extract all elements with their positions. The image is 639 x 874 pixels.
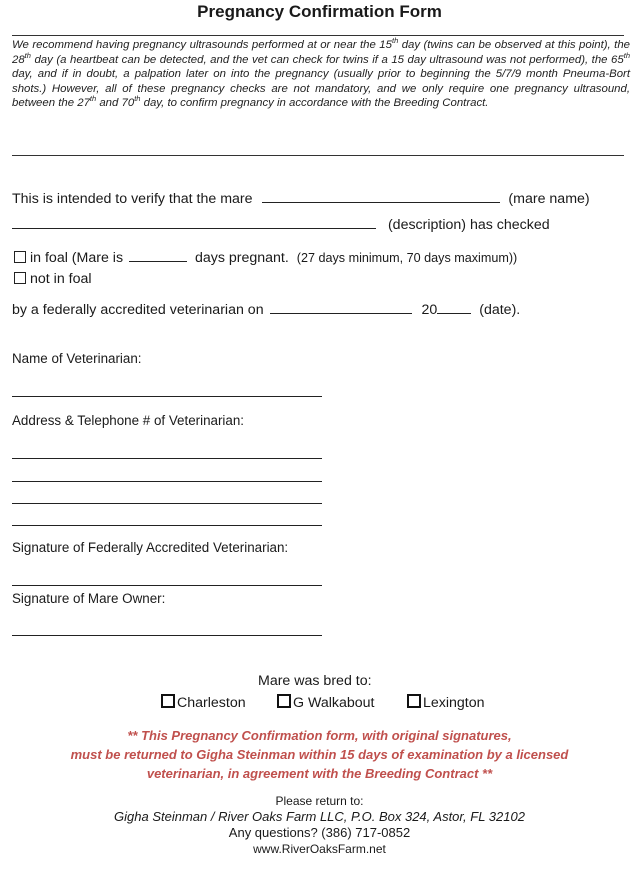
charleston-label: Charleston xyxy=(177,695,246,711)
in-foal-line xyxy=(14,250,517,266)
vet-date-line xyxy=(12,302,520,318)
intro-divider xyxy=(12,155,624,156)
mare-name-field[interactable] xyxy=(262,201,500,203)
vet-name-field[interactable] xyxy=(12,396,322,397)
description-line xyxy=(12,217,550,233)
g-walkabout-label: G Walkabout xyxy=(293,695,375,711)
in-foal-checkbox[interactable] xyxy=(14,251,26,263)
days-field[interactable] xyxy=(129,260,187,262)
year-field[interactable] xyxy=(437,312,471,314)
vet-address-field-2[interactable] xyxy=(12,481,322,482)
stallion-option-lexington[interactable] xyxy=(407,694,485,711)
vet-address-label: Address & Telephone # of Veterinarian: xyxy=(12,413,245,428)
intro-paragraph: We recommend having pregnancy ultrasounds performed at or near the 15th day (twins can be observed at this point), the 28th day (a heartbeat can be detected, and the vet can check for twins if a 15 day ultrasound was not performed), the 65th day, and if in doubt, a palpation later on into the pregnancy (usually prior to beginning the 5/7/9 month Pneuma-Bort shots.) However, all of these pregnancy checks are not mandatory, and we only require one pregnancy ultrasound, between the 27th and 70th day, to confirm pregnancy in accordance with the Breeding Contract. xyxy=(12,36,630,110)
vet-date-field[interactable] xyxy=(270,312,412,314)
lexington-label: Lexington xyxy=(423,695,485,711)
questions-phone: Any questions? (386) 717-0852 xyxy=(228,825,411,840)
vet-name-label: Name of Veterinarian: xyxy=(12,351,142,366)
charleston-checkbox[interactable] xyxy=(161,694,175,708)
description-label: (description) has checked xyxy=(387,217,550,233)
bred-to-label: Mare was bred to: xyxy=(258,673,372,689)
description-field[interactable] xyxy=(12,227,376,229)
stallion-option-g-walkabout[interactable] xyxy=(277,694,374,711)
form-title: Pregnancy Confirmation Form xyxy=(197,2,442,21)
top-divider xyxy=(12,35,624,36)
days-pregnant-label: days pregnant. xyxy=(194,250,289,266)
return-notice xyxy=(0,726,639,783)
return-heading: Please return to: xyxy=(275,794,364,808)
website-link[interactable]: www.RiverOaksFarm.net xyxy=(253,842,386,856)
vet-signature-field[interactable] xyxy=(12,585,322,586)
not-in-foal-line xyxy=(14,271,92,287)
owner-signature-field[interactable] xyxy=(12,635,322,636)
g-walkabout-checkbox[interactable] xyxy=(277,694,291,708)
verify-prefix: This is intended to verify that the mare xyxy=(12,191,253,207)
vet-address-field-1[interactable] xyxy=(12,458,322,459)
notice-line-1: ** This Pregnancy Confirmation form, with original signatures, xyxy=(127,728,512,743)
vet-date-prefix: by a federally accredited veterinarian on xyxy=(12,302,264,318)
mare-name-label: (mare name) xyxy=(508,191,590,207)
verify-line xyxy=(12,191,590,207)
vet-signature-label: Signature of Federally Accredited Veterinarian: xyxy=(12,540,289,555)
owner-signature-label: Signature of Mare Owner: xyxy=(12,591,166,606)
date-label: (date). xyxy=(479,302,521,318)
vet-address-field-4[interactable] xyxy=(12,525,322,526)
notice-line-3: veterinarian, in agreement with the Breeding Contract ** xyxy=(146,766,493,781)
return-address: Gigha Steinman / River Oaks Farm LLC, P.O. Box 324, Astor, FL 32102 xyxy=(114,809,525,824)
not-in-foal-checkbox[interactable] xyxy=(14,272,26,284)
in-foal-label: in foal (Mare is xyxy=(30,250,124,266)
days-note: (27 days minimum, 70 days maximum)) xyxy=(296,251,518,265)
not-in-foal-label: not in foal xyxy=(30,271,92,287)
lexington-checkbox[interactable] xyxy=(407,694,421,708)
year-prefix: 20 xyxy=(421,302,438,318)
notice-line-2: must be returned to Gigha Steinman within 15 days of examination by a licensed xyxy=(70,747,569,762)
stallion-option-charleston[interactable] xyxy=(161,694,246,711)
vet-address-field-3[interactable] xyxy=(12,503,322,504)
